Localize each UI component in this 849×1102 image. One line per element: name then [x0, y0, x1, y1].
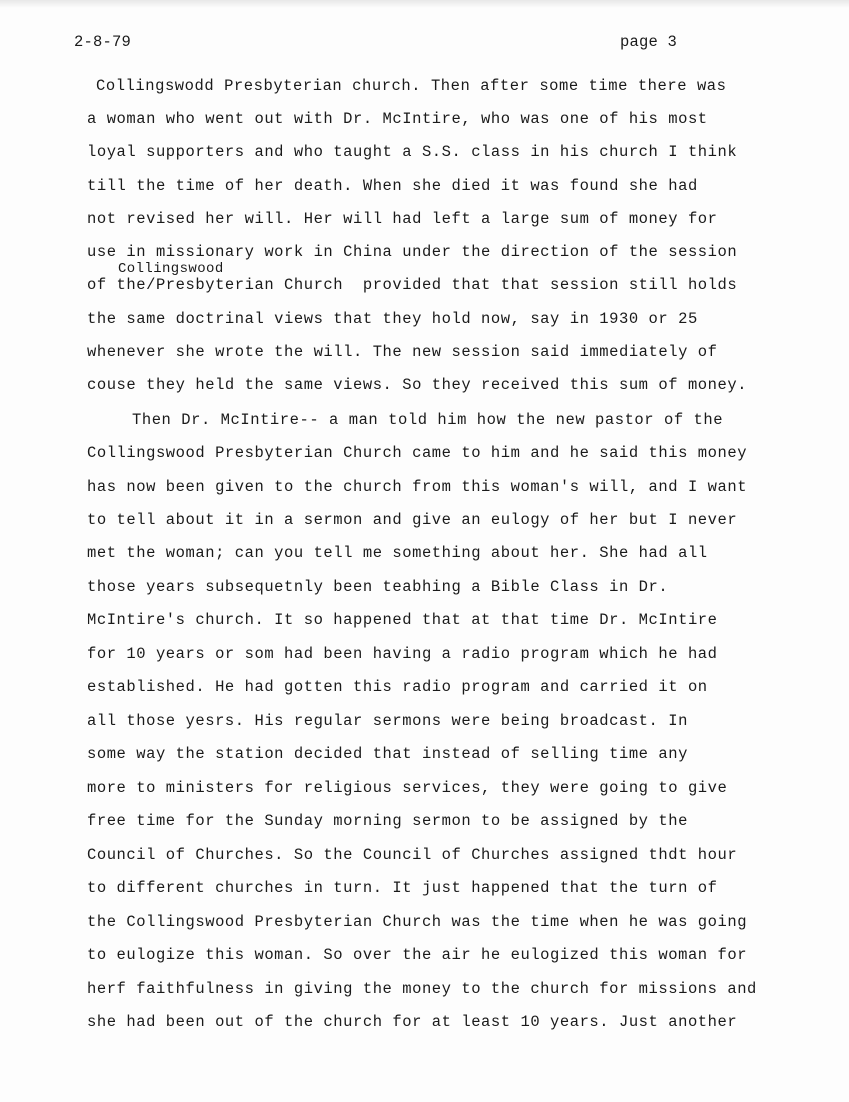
header-page-number: page 3 [620, 33, 678, 51]
text-line: Collingswood Presbyterian Church came to him and he said this money [87, 444, 748, 462]
text-line: to tell about it in a sermon and give an eulogy of her but I never [87, 511, 738, 529]
paragraph-first-line: Then Dr. McIntire-- a man told him how the new pastor of the [132, 411, 724, 429]
text-line: the same doctrinal views that they hold now, say in 1930 or 25 [87, 310, 698, 328]
page-top-edge [0, 0, 849, 8]
text-line: whenever she wrote the will. The new session said immediately of [87, 343, 718, 361]
text-line: established. He had gotten this radio program and carried it on [87, 678, 708, 696]
text-line: to different churches in turn. It just happened that the turn of [87, 879, 718, 897]
text-line: for 10 years or som had been having a radio program which he had [87, 645, 718, 663]
text-line: met the woman; can you tell me something about her. She had all [87, 544, 708, 562]
text-line: herf faithfulness in giving the money to the church for missions and [87, 980, 757, 998]
text-line: McIntire's church. It so happened that at that time Dr. McIntire [87, 611, 718, 629]
text-line: more to ministers for religious services, they were going to give [87, 779, 728, 797]
text-line: has now been given to the church from this woman's will, and I want [87, 478, 748, 496]
text-line: all those yesrs. His regular sermons were being broadcast. In [87, 712, 688, 730]
text-line: the Collingswood Presbyterian Church was the time when he was going [87, 913, 748, 931]
text-line: some way the station decided that instead of selling time any [87, 745, 688, 763]
text-line: till the time of her death. When she died it was found she had [87, 177, 698, 195]
text-line: to eulogize this woman. So over the air he eulogized this woman for [87, 946, 748, 964]
interlinear-insertion: Collingswood [118, 261, 224, 277]
text-line: a woman who went out with Dr. McIntire, who was one of his most [87, 110, 708, 128]
text-line: Collingswodd Presbyterian church. Then after some time there was [96, 77, 727, 95]
text-line: loyal supporters and who taught a S.S. class in his church I think [87, 143, 738, 161]
text-line: Council of Churches. So the Council of Churches assigned thdt hour [87, 846, 738, 864]
text-line: those years subsequetnly been teabhing a Bible Class in Dr. [87, 578, 669, 596]
text-line: she had been out of the church for at least 10 years. Just another [87, 1013, 738, 1031]
text-line: couse they held the same views. So they received this sum of money. [87, 376, 748, 394]
header-date: 2-8-79 [74, 33, 132, 51]
text-line: free time for the Sunday morning sermon to be assigned by the [87, 812, 688, 830]
text-line: use in missionary work in China under the direction of the session [87, 243, 738, 261]
text-line: of the/Presbyterian Church provided that that session still holds [87, 276, 738, 294]
text-line: not revised her will. Her will had left a large sum of money for [87, 210, 718, 228]
